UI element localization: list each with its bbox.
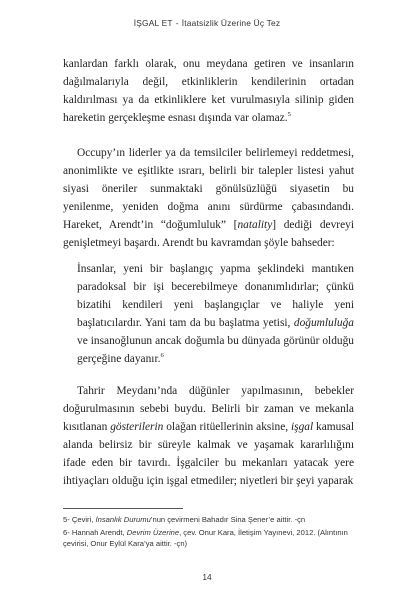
- footnote-ref-6: 6: [160, 352, 164, 360]
- header-title: İŞGAL ET: [133, 18, 173, 28]
- footnote-5-text-b: ’nun çevirmeni Bahadır Sina Şener’e aittir. -çn: [150, 515, 306, 524]
- paragraph-3-text-b: olağan ritüellerinin aksine,: [163, 421, 291, 433]
- paragraph-2-text-b: ] dediği devreyi genişletmeyi başardı. Arendt bu kavramdan şöyle bahseder:: [63, 219, 354, 249]
- footnote-ref-5: 5: [287, 111, 291, 119]
- footnote-5-text-a: 5- Çeviri,: [63, 515, 96, 524]
- footnotes: [63, 514, 354, 551]
- paragraph-2-text-a: Occupy’ın liderler ya da temsilciler belirlemeyi reddetmesi, anonimlikte ve eşitlikte ısrarı, belirli bir talepler listesi yahut siyasi öneriler sunmaktaki gönülsüzlüğü siyasetin bu yenilenme, yeniden doğma anını sürdürme çabasındandı. Hareket, Arendt’in “doğumluluk” [: [63, 147, 354, 231]
- header-separator: -: [175, 18, 179, 28]
- footnote-5-italic: İnsanlık Durumu: [95, 515, 151, 524]
- paragraph-1: [63, 55, 354, 127]
- paragraph-3-italic-isgal: işgal: [290, 421, 314, 433]
- paragraph-2-italic-natality: natality: [237, 219, 273, 231]
- paragraph-3-italic-gosterilerin: gösterilerin: [110, 421, 164, 433]
- quote-paragraph: [77, 260, 354, 368]
- header-subtitle: İtaatsizlik Üzerine Üç Tez: [181, 18, 281, 28]
- footnote-6-italic: Devrim Üzerine: [126, 528, 180, 537]
- quote-text-b: ve insanoğlunun ancak doğumla bu dünyada görünür olduğu gerçeğine dayanır.: [77, 335, 354, 365]
- quote-text-a: İnsanlar, yeni bir başlangıç yapma şeklindeki mantıken paradoksal bir işi becerebilmeye donanımlıdırlar; çünkü bizatihi kendileri yeni başlangıçlar ve haliyle yeni başlatıcılardır. Yani tam da bu başlatma yetisi,: [77, 263, 354, 329]
- footnote-6: [63, 527, 354, 549]
- footnote-6-text-a: 6- Hannah Arendt,: [63, 528, 127, 537]
- footnote-divider: [63, 508, 183, 509]
- footnote-6-text-b: , çev. Onur Kara, İletişim Yayınevi, 2012. (Alıntının çevirisi, Onur Eylül Kara’ya aittir. -çn): [63, 528, 348, 548]
- paragraph-2: [63, 144, 354, 252]
- footnote-5: [63, 514, 354, 525]
- paragraph-3-text-c: kamusal alanda belirsiz bir süreyle kalmak ve yaşamak kararlılığını ifade eden bir tavırdı. İşgalciler bu mekanları yatacak yere ihtiyaçları olduğu için işgal etmediler; niyetleri bir şeyi yaparak: [63, 421, 354, 487]
- quote-italic-dogumluluga: doğumluluğa: [293, 317, 354, 329]
- page-number: 14: [202, 572, 212, 582]
- running-header: [0, 18, 414, 28]
- body-text: [63, 55, 354, 490]
- paragraph-3: [63, 382, 354, 490]
- paragraph-1-text: kanlardan farklı olarak, onu meydana getiren ve insanların dağılmalarıyla değil, etkinliklerin kendilerinin ortadan kaldırılması ya da etkinliklere ket vurulmasıyla silinip giden hareketin gerçekleşme esnası dışında var olamaz.: [63, 58, 354, 124]
- paragraph-3-text-a: Tahrir Meydanı’nda düğünler yapılmasının, bebekler doğurulmasının sebebi buydu. Belirli bir zaman ve mekanla kısıtlanan: [63, 385, 354, 433]
- block-quote: [63, 260, 354, 368]
